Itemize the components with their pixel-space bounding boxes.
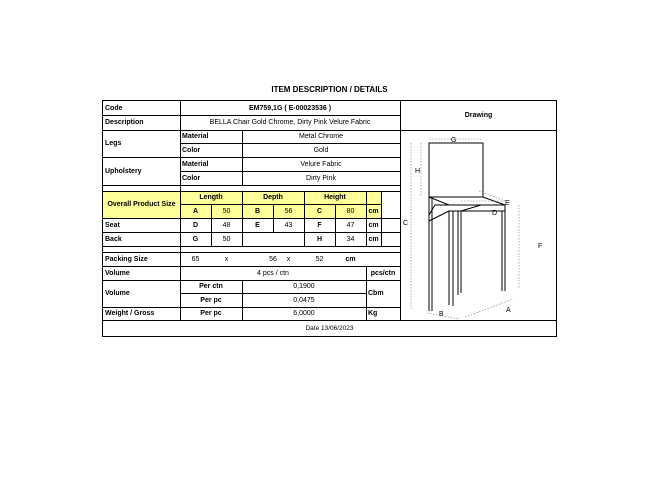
dim-overall-unit: cm: [366, 204, 381, 218]
per-pc-label: Per pc: [200, 296, 222, 304]
per-ctn-value: 0,1900: [293, 283, 315, 290]
dim-letter-g: G: [451, 137, 457, 144]
dim-h-letter: H: [316, 235, 323, 243]
dim-f-letter: F: [317, 221, 322, 229]
dim-c-value: 80: [335, 204, 366, 218]
per-pc-value: 0,0475: [293, 296, 315, 304]
legs-material-value: Metal Chrome: [299, 133, 343, 140]
depth-header: Depth: [242, 191, 304, 204]
upholstery-material-value: Velure Fabric: [300, 160, 342, 168]
dim-h-value: 34: [346, 235, 355, 243]
dim-letter-c: C: [403, 220, 409, 227]
dim-letter-h: H: [415, 168, 421, 175]
dim-letter-e: E: [505, 200, 510, 207]
weight-label: Weight / Gross: [105, 310, 155, 317]
volume-label: Volume: [105, 269, 130, 277]
chair-drawing: [401, 131, 556, 320]
legs-material-label: Material: [182, 133, 209, 140]
legs-label: Legs: [105, 140, 122, 147]
document-title: ITEM DESCRIPTION / DETAILS: [271, 85, 388, 94]
back-label: Back: [105, 235, 122, 243]
volume-cbm-unit: Cbm: [368, 290, 384, 297]
date-text: Date 13/06/2023: [305, 324, 354, 332]
packing-unit: cm: [345, 255, 356, 263]
volume-cbm-label: Volume: [105, 290, 130, 297]
legs-color-label: Color: [182, 146, 201, 154]
per-ctn-label: Per ctn: [199, 283, 223, 290]
packing-height: 52: [315, 255, 324, 263]
packing-x2: x: [286, 255, 291, 263]
seat-label: Seat: [105, 221, 120, 229]
code-label: Code: [105, 104, 123, 112]
dim-letter-d: D: [492, 210, 498, 217]
length-header: Length: [180, 191, 242, 204]
dim-letter-a: A: [506, 307, 511, 314]
upholstery-color-label: Color: [182, 174, 201, 182]
weight-value: 6,0000: [293, 310, 315, 317]
weight-per-pc-label: Per pc: [200, 310, 222, 317]
dim-b-letter: B: [242, 204, 273, 218]
dim-back-unit: cm: [368, 235, 379, 243]
drawing-label: Drawing: [464, 112, 493, 119]
upholstery-label: Upholstery: [105, 167, 142, 175]
dim-d-letter: D: [192, 221, 199, 229]
dim-letter-f: F: [538, 243, 543, 250]
packing-label: Packing Size: [105, 255, 148, 263]
packing-width: 56: [269, 255, 277, 263]
overall-size-header: Overall Product Size: [103, 191, 180, 218]
dim-c-letter: C: [304, 204, 335, 218]
dim-g-value: 50: [222, 235, 231, 243]
chair-backrest: [429, 143, 483, 197]
upholstery-color-value: Dirty Pink: [306, 174, 336, 182]
description-label: Description: [105, 119, 144, 126]
volume-pcs-unit: pcs/ctn: [370, 269, 396, 277]
volume-pcs-value: 4 pcs / ctn: [257, 269, 289, 277]
dim-d-value: 48: [222, 221, 231, 229]
dim-letter-b: B: [439, 311, 444, 318]
dim-a-value: 50: [211, 204, 242, 218]
height-header: Height: [304, 191, 366, 204]
legs-color-value: Gold: [313, 146, 329, 154]
upholstery-material-label: Material: [182, 160, 209, 168]
dim-a-letter: A: [180, 204, 211, 218]
packing-length: 65: [191, 255, 200, 263]
dim-b-value: 56: [273, 204, 304, 218]
dim-f-value: 47: [346, 221, 355, 229]
dim-g-letter: G: [192, 235, 199, 243]
description-value: BELLA Chair Gold Chrome, Dirty Pink Velure Fabric: [209, 119, 371, 126]
dim-seat-unit: cm: [368, 221, 379, 229]
dim-e-value: 43: [284, 221, 293, 229]
code-value: EM759,1G ( E-00023536 ): [248, 104, 332, 112]
packing-x1: x: [224, 255, 229, 263]
dim-e-letter: E: [255, 221, 260, 229]
spec-sheet: [102, 100, 557, 337]
weight-unit: Kg: [368, 310, 378, 317]
